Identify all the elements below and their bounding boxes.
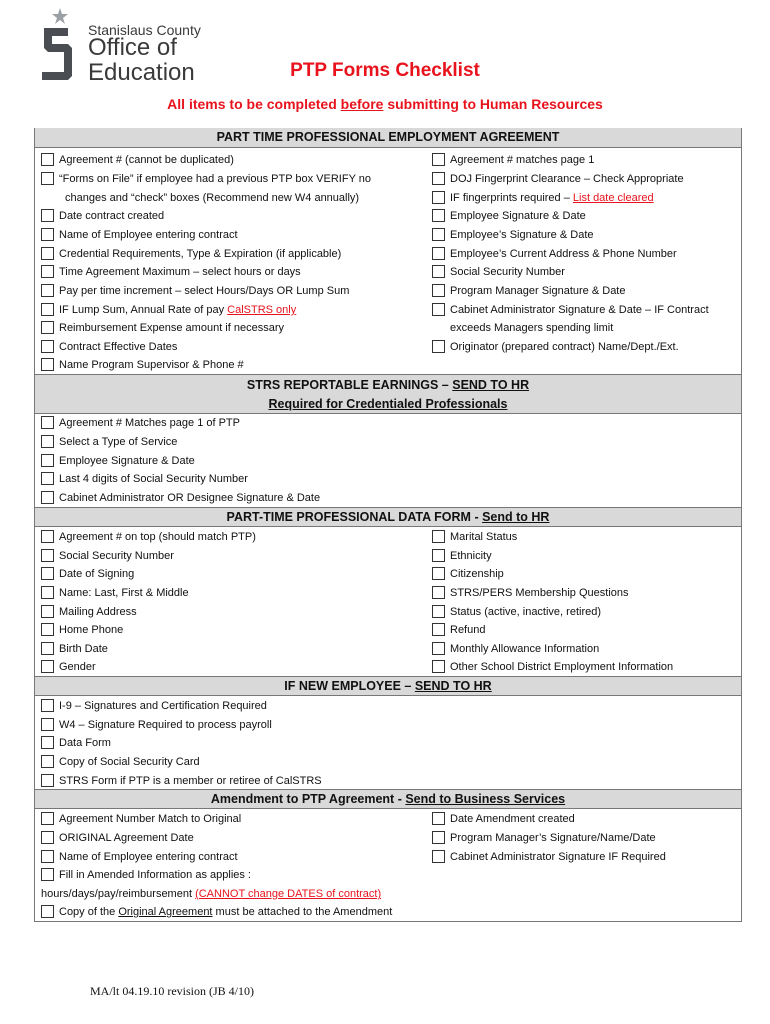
- checkbox[interactable]: [41, 642, 54, 655]
- checkbox[interactable]: [432, 228, 445, 241]
- checkbox[interactable]: [41, 605, 54, 618]
- checkbox[interactable]: [432, 530, 445, 543]
- checkbox[interactable]: [41, 567, 54, 580]
- checkbox[interactable]: [432, 567, 445, 580]
- checkbox[interactable]: [41, 321, 54, 334]
- section-new-employee-heading: IF NEW EMPLOYEE – SEND TO HR: [35, 676, 741, 696]
- checkbox[interactable]: [41, 718, 54, 731]
- checkbox[interactable]: [41, 265, 54, 278]
- checkbox[interactable]: [432, 831, 445, 844]
- section-amendment-heading: Amendment to PTP Agreement - Send to Business Services: [35, 789, 741, 809]
- checkbox[interactable]: [41, 228, 54, 241]
- checkbox[interactable]: [41, 774, 54, 787]
- checkbox[interactable]: [41, 284, 54, 297]
- checkbox[interactable]: [432, 660, 445, 673]
- checkbox[interactable]: [432, 284, 445, 297]
- revision-footer: MA/lt 04.19.10 revision (JB 4/10): [90, 984, 254, 998]
- checkbox[interactable]: [432, 247, 445, 260]
- checkbox[interactable]: [432, 605, 445, 618]
- checkbox[interactable]: [41, 435, 54, 448]
- checkbox[interactable]: [41, 623, 54, 636]
- checkbox[interactable]: [41, 416, 54, 429]
- checkbox[interactable]: [432, 340, 445, 353]
- checkbox[interactable]: [41, 755, 54, 768]
- checkbox[interactable]: [41, 586, 54, 599]
- checkbox[interactable]: [432, 209, 445, 222]
- section-employment-agreement-heading: PART TIME PROFESSIONAL EMPLOYMENT AGREEMENT: [35, 128, 741, 148]
- checkbox[interactable]: [432, 153, 445, 166]
- checkbox[interactable]: [41, 812, 54, 825]
- checkbox[interactable]: [432, 642, 445, 655]
- logo-line-1: Stanislaus County: [88, 22, 201, 38]
- checkbox[interactable]: [432, 850, 445, 863]
- checkbox[interactable]: [41, 491, 54, 504]
- page-subtitle: All items to be completed before submitting to Human Resources: [167, 96, 603, 112]
- checkbox[interactable]: [432, 172, 445, 185]
- checklist-form: PART TIME PROFESSIONAL EMPLOYMENT AGREEMENT Agreement # (cannot be duplicated) “Forms on File” if employee had a previous PTP box VERIFY no changes and “check” boxes (Recommend new W4 annually) Date contract created Name of Employee entering contract Credential Requirements, Type & Expiration (if applicable) Time Agreement Maximum – select hours or days Pay per time increment – select Hours/Days OR Lump Sum IF Lump Sum, Annual Rate of pay CalSTRS only Reimbursement Expense amount if necessary Contract Effective Dates Name Program Supervisor & Phone # Agreement # matches page 1 DOJ Fingerprint Clearance – Check Appropriate IF fingerprints required – List date cleared Employee Signature & Date Employee’s Signature & Date Employee’s Current Address & Phone Number Social Security Number Program Manager Signature & Date Cabinet Administrator Signature & Date – IF Contract exceeds Managers spending limit Originator (prepared contract) Name/Dept./Ext. STRS REPORTABLE EARNINGS – SEND TO HR Required for Credentialed Professionals Agreement # Matches page 1 of PTP Select a Type of Service Employee Signature & Date Last 4 digits of Social Security Number Cabinet Administrator OR Designee Signature & Date PART-TIME PROFESSIONAL DATA FORM - Send to HR Agreement # on top (should match PTP) Social Security Number Date of Signing Name: Last, First & Middle Mailing Address Home Phone Birth Date Gender Marital Status Ethnicity Citizenship STRS/PERS Membership Questions Status (active, inactive, retired) Refund Monthly Allowance Information Other School District Employment Information IF NEW EMPLOYEE – SEND TO HR I-9 – Signatures and Certification Required W4 – Signature Required to process payroll Data Form Copy of Social Security Card STRS Form if PTP is a member or retiree of CalSTRS Amendment to PTP Agreement - Send to Business Services Agreement Number Match to Original ORIGINAL Agreement Date Name of Employee entering contract Fill in Amended Information as applies : hours/days/pay/reimbursement (CANNOT change DATES of contract) Copy of the Original Agreement must be attached to the Amendment Date Amendment created Program Manager’s Signature/Name/Date Cabinet Administrator Signature IF Required: [34, 128, 742, 922]
- checkbox[interactable]: [432, 191, 445, 204]
- checkbox[interactable]: [41, 549, 54, 562]
- checkbox[interactable]: [432, 549, 445, 562]
- checkbox[interactable]: [41, 454, 54, 467]
- checkbox[interactable]: [41, 660, 54, 673]
- logo-line-3: Education: [88, 59, 195, 86]
- checkbox[interactable]: [41, 850, 54, 863]
- section-strs-heading: STRS REPORTABLE EARNINGS – SEND TO HR Required for Credentialed Professionals: [35, 374, 741, 414]
- checkbox[interactable]: [41, 530, 54, 543]
- checkbox[interactable]: [432, 303, 445, 316]
- logo-line-2: Office of: [88, 34, 177, 61]
- section-data-form-heading: PART-TIME PROFESSIONAL DATA FORM - Send to HR: [35, 507, 741, 527]
- checkbox[interactable]: [432, 586, 445, 599]
- checkbox[interactable]: [41, 340, 54, 353]
- checkbox[interactable]: [432, 623, 445, 636]
- checkbox[interactable]: [41, 303, 54, 316]
- checkbox[interactable]: [41, 905, 54, 918]
- checkbox[interactable]: [41, 736, 54, 749]
- checkbox[interactable]: [41, 472, 54, 485]
- checkbox[interactable]: [432, 812, 445, 825]
- checkbox[interactable]: [41, 358, 54, 371]
- checkbox[interactable]: [41, 699, 54, 712]
- checkbox[interactable]: [41, 868, 54, 881]
- checkbox[interactable]: [41, 209, 54, 222]
- checkbox[interactable]: [432, 265, 445, 278]
- page-title: PTP Forms Checklist: [290, 60, 480, 81]
- checkbox[interactable]: [41, 247, 54, 260]
- checkbox[interactable]: [41, 831, 54, 844]
- checkbox[interactable]: [41, 153, 54, 166]
- checkbox[interactable]: [41, 172, 54, 185]
